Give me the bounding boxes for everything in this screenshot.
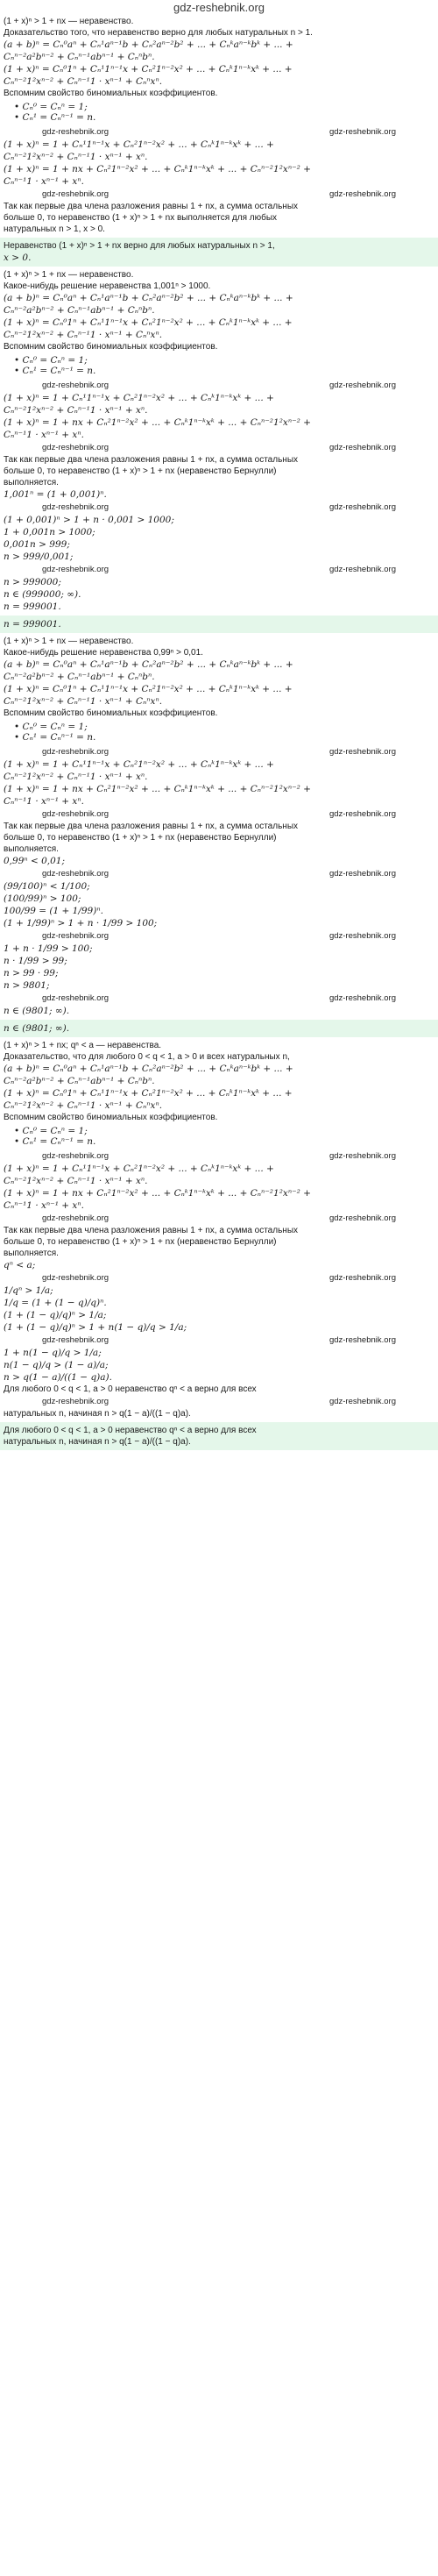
answer-line: Для любого 0 < q < 1, a > 0 неравенство qⁿ < a верно для всех xyxy=(4,1426,257,1435)
watermark-text: gdz-reshebnik.org xyxy=(42,502,110,512)
coefficient-properties xyxy=(14,1126,434,1147)
coefficient-properties xyxy=(14,355,434,376)
coefficient-properties xyxy=(14,722,434,743)
answer-box xyxy=(0,1020,438,1037)
solution-line: Cₙⁿ⁻²1²xⁿ⁻² + Cₙⁿ⁻¹1 · xⁿ⁻¹ + xⁿ. xyxy=(4,152,148,162)
solution-block xyxy=(4,636,434,1037)
solution-line: (1 + x)ⁿ = 1 + Cₙ¹1ⁿ⁻¹x + Cₙ²1ⁿ⁻²x² + ... + Cₙᵏ1ⁿ⁻ᵏxᵏ + ... + xyxy=(4,1163,274,1174)
watermark-row xyxy=(4,1334,434,1347)
solution-line: (1 + x)ⁿ > 1 + nx — неравенство. xyxy=(4,270,134,280)
solution-line: (a + b)ⁿ = Cₙ⁰aⁿ + Cₙ¹aⁿ⁻¹b + Cₙ²aⁿ⁻²b² + ... + Cₙᵏaⁿ⁻ᵏbᵏ + ... + xyxy=(4,39,293,50)
watermark-row xyxy=(4,1271,434,1284)
solution-line: Cₙⁿ⁻²a²bⁿ⁻² + Cₙⁿ⁻¹abⁿ⁻¹ + Cₙⁿbⁿ. xyxy=(4,672,155,682)
watermark-text: gdz-reshebnik.org xyxy=(42,1397,110,1406)
solution-line: (1 + x)ⁿ > 1 + nx; qⁿ < a — неравенства. xyxy=(4,1041,162,1050)
solution-line: натуральных n > 1, x > 0. xyxy=(4,224,105,234)
solution-line: Cₙⁿ⁻²1²xⁿ⁻² + Cₙⁿ⁻¹1 · xⁿ⁻¹ + Cₙⁿxⁿ. xyxy=(4,330,163,340)
solution-line: n ∈ (999000; ∞). xyxy=(4,589,81,600)
solution-line: qⁿ < a; xyxy=(4,1260,36,1270)
watermark-row xyxy=(4,929,434,943)
watermark-row xyxy=(4,563,434,576)
solution-line: больше 0, то неравенство (1 + x)ⁿ > 1 + nx (неравенство Бернулли) xyxy=(4,1237,277,1247)
answer-box xyxy=(0,1422,438,1450)
solution-line: (1 + x)ⁿ = 1 + nx + Cₙ²1ⁿ⁻²x² + ... + Cₙᵏ1ⁿ⁻ᵏxᵏ + ... + Cₙⁿ⁻²1²xⁿ⁻² + xyxy=(4,1188,311,1199)
solution-line: n > 999000; xyxy=(4,577,61,587)
solution-line: 1 + n(1 − q)/q > 1/a; xyxy=(4,1348,102,1358)
watermark-row xyxy=(4,188,434,201)
watermark-text: gdz-reshebnik.org xyxy=(42,1335,110,1345)
property-item: • Cₙ¹ = Cₙⁿ⁻¹ = n. xyxy=(14,112,434,123)
solution-line: (1 + x)ⁿ = 1 + Cₙ¹1ⁿ⁻¹x + Cₙ²1ⁿ⁻²x² + ... + Cₙᵏ1ⁿ⁻ᵏxᵏ + ... + xyxy=(4,393,274,403)
watermark-row xyxy=(4,501,434,514)
solution-line: 100/99 = (1 + 1/99)ⁿ. xyxy=(4,906,103,916)
solution-line: (1 + x)ⁿ = 1 + nx + Cₙ²1ⁿ⁻²x² + ... + Cₙᵏ1ⁿ⁻ᵏxᵏ + ... + Cₙⁿ⁻²1²xⁿ⁻² + xyxy=(4,784,311,794)
solution-line: (1 + x)ⁿ = 1 + nx + Cₙ²1ⁿ⁻²x² + ... + Cₙᵏ1ⁿ⁻ᵏxᵏ + ... + Cₙⁿ⁻²1²xⁿ⁻² + xyxy=(4,164,311,174)
solution-line: 0,99ⁿ < 0,01; xyxy=(4,856,66,866)
watermark-text: gdz-reshebnik.org xyxy=(328,502,396,512)
watermark-text: gdz-reshebnik.org xyxy=(42,993,110,1003)
solution-line: (1 + x)ⁿ = Cₙ⁰1ⁿ + Cₙ¹1ⁿ⁻¹x + Cₙ²1ⁿ⁻²x² + ... + Cₙᵏ1ⁿ⁻ᵏxᵏ + ... + xyxy=(4,1088,293,1099)
watermark-text: gdz-reshebnik.org xyxy=(328,1151,396,1161)
watermark-text: gdz-reshebnik.org xyxy=(328,993,396,1003)
solution-line: n = 999001. xyxy=(4,601,61,612)
watermark-text: gdz-reshebnik.org xyxy=(328,381,396,390)
watermark-row xyxy=(4,1149,434,1163)
solution-line: (1 + x)ⁿ = 1 + Cₙ¹1ⁿ⁻¹x + Cₙ²1ⁿ⁻²x² + ... + Cₙᵏ1ⁿ⁻ᵏxᵏ + ... + xyxy=(4,139,274,150)
answer-box xyxy=(0,616,438,633)
solution-line: (1 + (1 − q)/q)ⁿ > 1/a; xyxy=(4,1310,107,1320)
watermark-text: gdz-reshebnik.org xyxy=(42,565,110,574)
solution-line: (1 + x)ⁿ > 1 + nx — неравенство. xyxy=(4,637,134,646)
watermark-text: gdz-reshebnik.org xyxy=(328,1397,396,1406)
watermark-text: gdz-reshebnik.org xyxy=(42,1151,110,1161)
solution-line: выполняется. xyxy=(4,1249,59,1258)
watermark-row xyxy=(4,745,434,758)
solution-line: выполняется. xyxy=(4,844,59,854)
solution-line: (1 + x)ⁿ = Cₙ⁰1ⁿ + Cₙ¹1ⁿ⁻¹x + Cₙ²1ⁿ⁻²x² + ... + Cₙᵏ1ⁿ⁻ᵏxᵏ + ... + xyxy=(4,317,293,328)
solution-line: (1 + x)ⁿ = 1 + Cₙ¹1ⁿ⁻¹x + Cₙ²1ⁿ⁻²x² + ... + Cₙᵏ1ⁿ⁻ᵏxᵏ + ... + xyxy=(4,759,274,770)
solution-line: n > 99 · 99; xyxy=(4,968,59,978)
answer-line: натуральных n, начиная n > q(1 − a)/((1 − q)a). xyxy=(4,1437,191,1447)
solution-line: (1 + x)ⁿ = Cₙ⁰1ⁿ + Cₙ¹1ⁿ⁻¹x + Cₙ²1ⁿ⁻²x² + ... + Cₙᵏ1ⁿ⁻ᵏxᵏ + ... + xyxy=(4,64,293,75)
watermark-text: gdz-reshebnik.org xyxy=(42,809,110,819)
property-item: • Cₙ¹ = Cₙⁿ⁻¹ = n. xyxy=(14,732,434,743)
watermark-text: gdz-reshebnik.org xyxy=(328,931,396,941)
watermark-row xyxy=(4,1395,434,1408)
solution-block xyxy=(4,1040,434,1450)
solution-line: больше 0, то неравенство (1 + x)ⁿ > 1 + nx (неравенство Бернулли) xyxy=(4,833,277,843)
watermark-text: gdz-reshebnik.org xyxy=(328,747,396,757)
solution-line: (1 + x)ⁿ = 1 + nx + Cₙ²1ⁿ⁻²x² + ... + Cₙᵏ1ⁿ⁻ᵏxᵏ + ... + Cₙⁿ⁻²1²xⁿ⁻² + xyxy=(4,417,311,428)
watermark-text: gdz-reshebnik.org xyxy=(42,1273,110,1283)
solution-line: больше 0, то неравенство (1 + x)ⁿ > 1 + nx (неравенство Бернулли) xyxy=(4,466,277,476)
watermark-text: gdz-reshebnik.org xyxy=(42,189,110,199)
answer-line: Неравенство (1 + x)ⁿ > 1 + nx верно для любых натуральных n > 1, xyxy=(4,241,275,251)
solution-line: n · 1/99 > 99; xyxy=(4,956,67,966)
solution-line: Cₙⁿ⁻²a²bⁿ⁻² + Cₙⁿ⁻¹abⁿ⁻¹ + Cₙⁿbⁿ. xyxy=(4,305,155,316)
solution-line: Cₙⁿ⁻²1²xⁿ⁻² + Cₙⁿ⁻¹1 · xⁿ⁻¹ + xⁿ. xyxy=(4,405,148,416)
solution-line: (a + b)ⁿ = Cₙ⁰aⁿ + Cₙ¹aⁿ⁻¹b + Cₙ²aⁿ⁻²b² + ... + Cₙᵏaⁿ⁻ᵏbᵏ + ... + xyxy=(4,659,293,670)
solution-line: больше 0, то неравенство (1 + x)ⁿ > 1 + nx выполняется для любых xyxy=(4,213,278,223)
solution-line: n > q(1 − a)/((1 − q)a). xyxy=(4,1372,112,1383)
watermark-row xyxy=(4,125,434,139)
watermark-row xyxy=(4,379,434,392)
solution-line: 0,001n > 999; xyxy=(4,539,70,550)
solution-line: Cₙⁿ⁻¹1 · xⁿ⁻¹ + xⁿ. xyxy=(4,796,84,807)
solution-line: Cₙⁿ⁻²1²xⁿ⁻² + Cₙⁿ⁻¹1 · xⁿ⁻¹ + Cₙⁿxⁿ. xyxy=(4,76,163,87)
watermark-text: gdz-reshebnik.org xyxy=(328,809,396,819)
solution-line: Cₙⁿ⁻¹1 · xⁿ⁻¹ + xⁿ. xyxy=(4,1200,84,1211)
watermark-text: gdz-reshebnik.org xyxy=(42,127,110,137)
solution-line: (a + b)ⁿ = Cₙ⁰aⁿ + Cₙ¹aⁿ⁻¹b + Cₙ²aⁿ⁻²b² + ... + Cₙᵏaⁿ⁻ᵏbᵏ + ... + xyxy=(4,1064,293,1074)
solution-line: Доказательство того, что неравенство верно для любых натуральных n > 1. xyxy=(4,28,313,38)
coefficient-properties xyxy=(14,102,434,123)
property-item: • Cₙ⁰ = Cₙⁿ = 1; xyxy=(14,355,434,366)
answer-box xyxy=(0,238,438,267)
watermark-text: gdz-reshebnik.org xyxy=(328,1273,396,1283)
solution-line: n > 999/0,001; xyxy=(4,551,74,562)
solution-line: Так как первые два члена разложения равны 1 + nx, а сумма остальных xyxy=(4,822,299,831)
solution-line: (99/100)ⁿ < 1/100; xyxy=(4,881,90,892)
solution-line: Вспомним свойство биномиальных коэффициентов. xyxy=(4,342,218,352)
solution-line: Cₙⁿ⁻²1²xⁿ⁻² + Cₙⁿ⁻¹1 · xⁿ⁻¹ + Cₙⁿxⁿ. xyxy=(4,1100,163,1111)
watermark-text: gdz-reshebnik.org xyxy=(328,1213,396,1223)
solution-line: Cₙⁿ⁻²1²xⁿ⁻² + Cₙⁿ⁻¹1 · xⁿ⁻¹ + Cₙⁿxⁿ. xyxy=(4,696,163,707)
solution-line: 1/q = (1 + (1 − q)/q)ⁿ. xyxy=(4,1298,107,1308)
solution-line: Cₙⁿ⁻²1²xⁿ⁻² + Cₙⁿ⁻¹1 · xⁿ⁻¹ + xⁿ. xyxy=(4,772,148,782)
solution-line: Cₙⁿ⁻¹1 · xⁿ⁻¹ + xⁿ. xyxy=(4,176,84,187)
answer-line: x > 0. xyxy=(4,253,32,263)
watermark-text: gdz-reshebnik.org xyxy=(42,747,110,757)
solution-line: Cₙⁿ⁻²a²bⁿ⁻² + Cₙⁿ⁻¹abⁿ⁻¹ + Cₙⁿbⁿ. xyxy=(4,52,155,62)
watermark-text: gdz-reshebnik.org xyxy=(42,381,110,390)
property-item: • Cₙ⁰ = Cₙⁿ = 1; xyxy=(14,722,434,732)
watermark-text: gdz-reshebnik.org xyxy=(328,565,396,574)
watermark-text: gdz-reshebnik.org xyxy=(328,189,396,199)
answer-line: n = 999001. xyxy=(4,619,61,630)
watermark-row xyxy=(4,1212,434,1225)
watermark-text: gdz-reshebnik.org xyxy=(328,869,396,879)
solution-content xyxy=(0,16,438,1450)
solution-line: Вспомним свойство биномиальных коэффициентов. xyxy=(4,89,218,98)
property-item: • Cₙ⁰ = Cₙⁿ = 1; xyxy=(14,102,434,112)
solution-line: (1 + 1/99)ⁿ > 1 + n · 1/99 > 100; xyxy=(4,918,158,929)
solution-line: Cₙⁿ⁻²a²bⁿ⁻² + Cₙⁿ⁻¹abⁿ⁻¹ + Cₙⁿbⁿ. xyxy=(4,1076,155,1086)
watermark-text: gdz-reshebnik.org xyxy=(42,869,110,879)
watermark-text: gdz-reshebnik.org xyxy=(42,443,110,452)
property-item: • Cₙ¹ = Cₙⁿ⁻¹ = n. xyxy=(14,366,434,376)
watermark-row xyxy=(4,441,434,454)
solution-line: 1/qⁿ > 1/a; xyxy=(4,1285,53,1296)
site-header: gdz-reshebnik.org xyxy=(173,1,265,14)
watermark-text: gdz-reshebnik.org xyxy=(328,443,396,452)
solution-line: (100/99)ⁿ > 100; xyxy=(4,893,81,904)
solution-line: Так как первые два члена разложения равны 1 + nx, а сумма остальных xyxy=(4,455,299,465)
solution-line: Вспомним свойство биномиальных коэффициентов. xyxy=(4,1113,218,1122)
solution-line: выполняется. xyxy=(4,478,59,487)
property-item: • Cₙ¹ = Cₙⁿ⁻¹ = n. xyxy=(14,1136,434,1147)
solution-line: (1 + (1 − q)/q)ⁿ > 1 + n(1 − q)/q > 1/a; xyxy=(4,1322,187,1333)
solution-line: (1 + x)ⁿ > 1 + nx — неравенство. xyxy=(4,17,134,26)
watermark-text: gdz-reshebnik.org xyxy=(42,931,110,941)
watermark-text: gdz-reshebnik.org xyxy=(42,1213,110,1223)
solution-line: n(1 − q)/q > (1 − a)/a; xyxy=(4,1360,109,1370)
solution-block xyxy=(4,16,434,267)
solution-line: Cₙⁿ⁻¹1 · xⁿ⁻¹ + xⁿ. xyxy=(4,430,84,440)
solution-line: Вспомним свойство биномиальных коэффициентов. xyxy=(4,708,218,718)
solution-line: Так как первые два члена разложения равны 1 + nx, а сумма остальных xyxy=(4,1226,299,1235)
watermark-row xyxy=(4,992,434,1005)
solution-line: (1 + 0,001)ⁿ > 1 + n · 0,001 > 1000; xyxy=(4,515,174,525)
solution-line: Так как первые два члена разложения равны 1 + nx, а сумма остальных xyxy=(4,202,299,211)
watermark-row xyxy=(4,867,434,880)
solution-block xyxy=(4,269,434,633)
solution-line: n > 9801; xyxy=(4,980,50,991)
watermark-row xyxy=(4,808,434,821)
answer-line: n ∈ (9801; ∞). xyxy=(4,1023,70,1034)
solution-line: Cₙⁿ⁻²1²xⁿ⁻² + Cₙⁿ⁻¹1 · xⁿ⁻¹ + xⁿ. xyxy=(4,1176,148,1186)
solution-line: 1 + 0,001n > 1000; xyxy=(4,527,95,537)
solution-line: Для любого 0 < q < 1, a > 0 неравенство qⁿ < a верно для всех xyxy=(4,1384,257,1394)
watermark-text: gdz-reshebnik.org xyxy=(328,1335,396,1345)
solution-line: n ∈ (9801; ∞). xyxy=(4,1006,70,1016)
solution-line: Какое-нибудь решение неравенства 1,001ⁿ > 1000. xyxy=(4,281,211,291)
solution-line: Какое-нибудь решение неравенства 0,99ⁿ > 0,01. xyxy=(4,648,203,658)
solution-line: натуральных n, начиная n > q(1 − a)/((1 − q)a). xyxy=(4,1409,191,1419)
solution-line: (1 + x)ⁿ = Cₙ⁰1ⁿ + Cₙ¹1ⁿ⁻¹x + Cₙ²1ⁿ⁻²x² + ... + Cₙᵏ1ⁿ⁻ᵏxᵏ + ... + xyxy=(4,684,293,694)
solution-line: 1,001ⁿ = (1 + 0,001)ⁿ. xyxy=(4,489,107,500)
property-item: • Cₙ⁰ = Cₙⁿ = 1; xyxy=(14,1126,434,1136)
solution-line: Доказательство, что для любого 0 < q < 1, a > 0 и всех натуральных n, xyxy=(4,1052,290,1062)
solution-line: 1 + n · 1/99 > 100; xyxy=(4,943,93,954)
solution-line: (a + b)ⁿ = Cₙ⁰aⁿ + Cₙ¹aⁿ⁻¹b + Cₙ²aⁿ⁻²b² + ... + Cₙᵏaⁿ⁻ᵏbᵏ + ... + xyxy=(4,293,293,303)
watermark-text: gdz-reshebnik.org xyxy=(328,127,396,137)
